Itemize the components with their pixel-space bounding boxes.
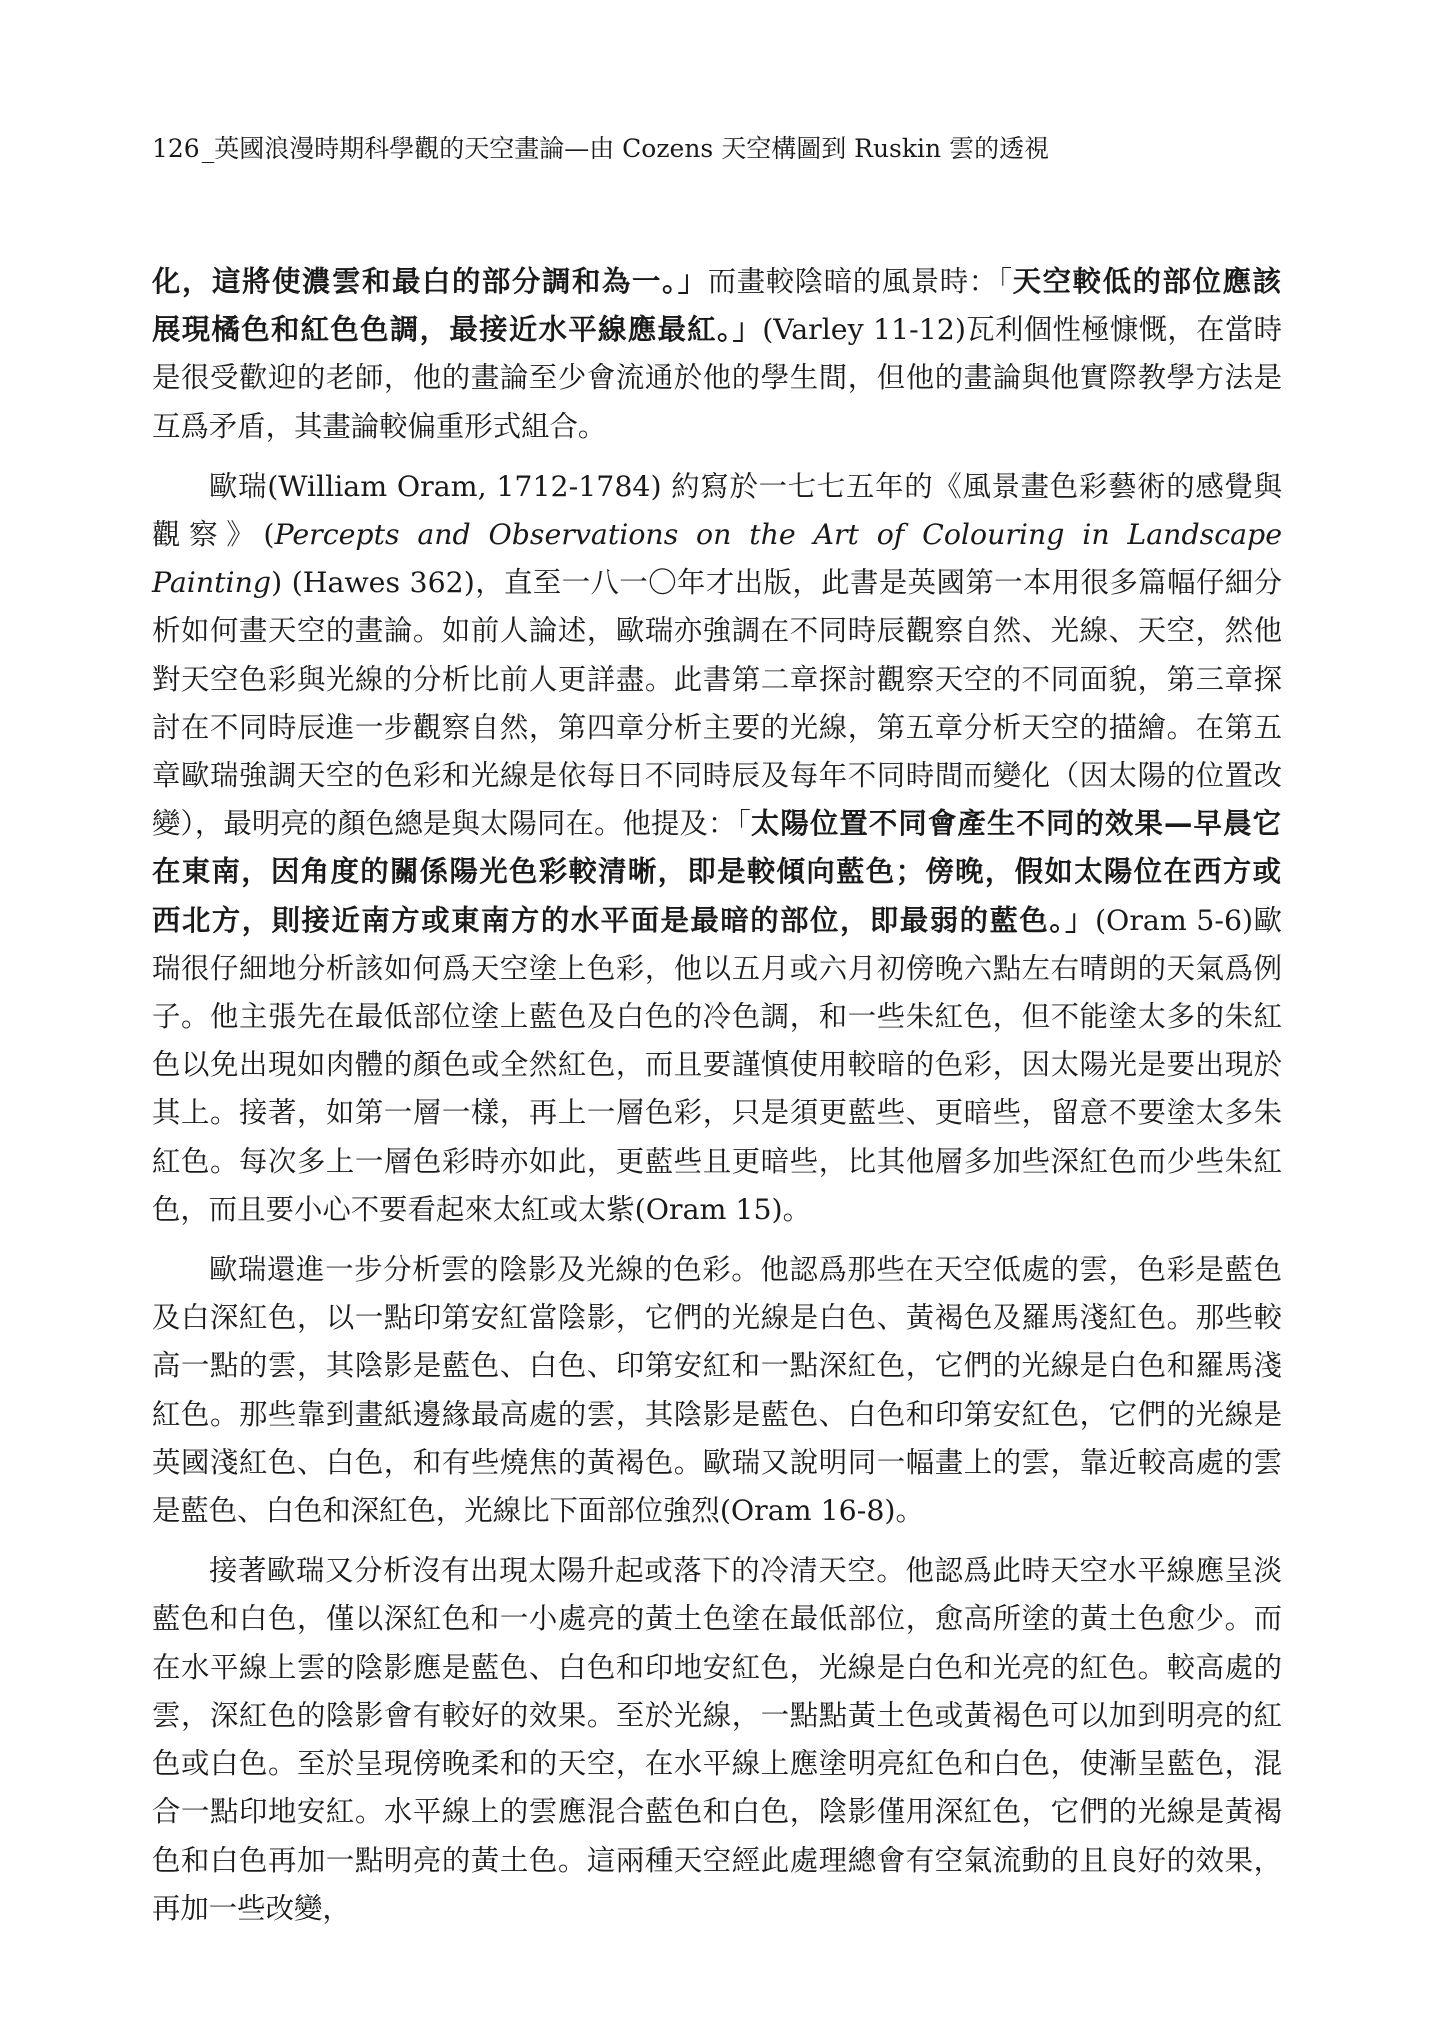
quoted-text: 太陽位置不同會產生不同的效果—早晨它在東南，因角度的關係陽光色彩較清晰，即是較傾向藍色；傍晚，假如太陽位在西方或西北方，則接近南方或東南方的水平面是最暗的部位，即最弱的藍色。」 — [152, 807, 1282, 937]
paragraph-2 — [152, 463, 1282, 1234]
paragraph-text: (Varley 11-12)瓦利個性極慷慨，在當時是很受歡迎的老師，他的畫論至少會流通於他的學生間，但他的畫論與他實際教學方法是互爲矛盾，其畫論較偏重形式組合。 — [152, 313, 1282, 443]
running-header — [152, 132, 1302, 166]
paragraph-text: (Oram 5-6)歐瑞很仔細地分析該如何爲天空塗上色彩，他以五月或六月初傍晚六點左右晴朗的天氣爲例子。他主張先在最低部位塗上藍色及白色的冷色調，和一些朱紅色，但不能塗太多的朱紅色以免出現如肉體的顏色或全然紅色，而且要謹慎使用較暗的色彩，因太陽光是要出現於其上。接著，如第一層一樣，再上一層色彩，只是須更藍些、更暗些，留意不要塗太多朱紅色。每次多上一層色彩時亦如此，更藍些且更暗些，比其他層多加些深紅色而少些朱紅色，而且要小心不要看起來太紅或太紫(Oram 15)。 — [152, 903, 1282, 1226]
paragraph-4: 接著歐瑞又分析沒有出現太陽升起或落下的冷清天空。他認爲此時天空水平線應呈淡藍色和白色，僅以深紅色和一小處亮的黃土色塗在最低部位，愈高所塗的黃土色愈少。而在水平線上雲的陰影應是藍色、白色和印地安紅色，光線是白色和光亮的紅色。較高處的雲，深紅色的陰影會有較好的效果。至於光線，一點點黃土色或黃褐色可以加到明亮的紅色或白色。至於呈現傍晚柔和的天空，在水平線上應塗明亮紅色和白色，使漸呈藍色，混合一點印地安紅。水平線上的雲應混合藍色和白色，陰影僅用深紅色，它們的光線是黃褐色和白色再加一點明亮的黃土色。這兩種天空經此處理總會有空氣流動的且良好的效果，再加一些改變， — [152, 1554, 1282, 1925]
quoted-text: 化，這將使濃雲和最白的部分調和為一。」 — [152, 265, 708, 298]
paragraph-3: 歐瑞還進一步分析雲的陰影及光線的色彩。他認爲那些在天空低處的雲，色彩是藍色及白深紅色，以一點印第安紅當陰影，它們的光線是白色、黃褐色及羅馬淺紅色。那些較高一點的雲，其陰影是藍色、白色、印第安紅和一點深紅色，它們的光線是白色和羅馬淺紅色。那些靠到畫紙邊緣最高處的雲，其陰影是藍色、白色和印第安紅色，它們的光線是英國淺紅色、白色，和有些燒焦的黃褐色。歐瑞又說明同一幅畫上的雲，靠近較高處的雲是藍色、白色和深紅色，光線比下面部位強烈(Oram 16-8)。 — [152, 1253, 1282, 1528]
paragraph-text: ) (Hawes 362)，直至一八一〇年才出版，此書是英國第一本用很多篇幅仔細分析如何畫天空的畫論。如前人論述，歐瑞亦強調在不同時辰觀察自然、光線、天空，然他對天空色彩與光線的分析比前人更詳盡。此書第二章探討觀察天空的不同面貌，第三章探討在不同時辰進一步觀察自然，第四章分析主要的光線，第五章分析天空的描繪。在第五章歐瑞強調天空的色彩和光線是依每日不同時辰及每年不同時間而變化（因太陽的位置改變），最明亮的顏色總是與太陽同在。他提及：「 — [152, 566, 1282, 841]
book-title: Percepts and Observations on the Art of Colouring in Landscape Painting — [152, 518, 1282, 600]
quoted-text: 天空較低的部位應該展現橘色和紅色色調，最接近水平線應最紅。」 — [152, 265, 1282, 347]
body-text — [152, 258, 1282, 1933]
running-title: _英國浪漫時期科學觀的天空畫論—由 Cozens 天空構圖到 Ruskin 雲的透視 — [201, 134, 1050, 163]
paragraph-text: 歐瑞(William Oram, 1712-1784) 約寫於一七七五年的《風景畫色彩藝術的感覺與觀察》( — [152, 469, 1282, 552]
paragraph-text: 而畫較陰暗的風景時：「 — [707, 265, 1013, 298]
page-number: 126 — [152, 134, 200, 163]
paragraph-1 — [152, 258, 1282, 451]
